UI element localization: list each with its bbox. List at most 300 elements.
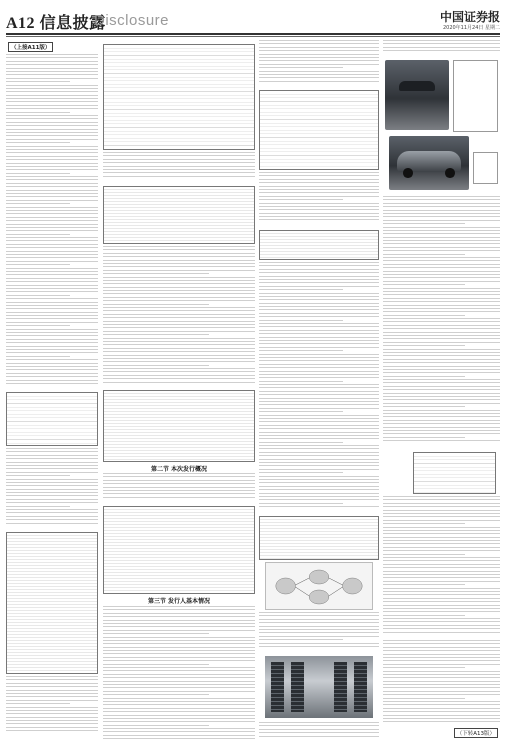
text-line bbox=[6, 302, 98, 303]
diagram-edge bbox=[329, 578, 343, 585]
photo-callout-labels bbox=[473, 152, 498, 184]
text-line bbox=[103, 358, 255, 359]
text-line bbox=[383, 389, 500, 390]
text-line bbox=[383, 701, 500, 702]
text-line bbox=[6, 723, 98, 724]
text-line bbox=[6, 156, 98, 157]
text-line bbox=[103, 361, 255, 362]
text-line bbox=[383, 667, 465, 668]
text-line bbox=[6, 85, 98, 86]
text-line bbox=[6, 118, 98, 119]
text-line bbox=[383, 437, 465, 438]
text-line bbox=[103, 310, 255, 311]
text-line bbox=[6, 108, 98, 109]
text-line bbox=[383, 427, 500, 428]
header-rule-thin bbox=[6, 36, 500, 37]
text-line bbox=[383, 543, 500, 544]
text-line bbox=[103, 711, 255, 712]
financial-table bbox=[103, 44, 255, 150]
text-line bbox=[259, 469, 379, 470]
text-line bbox=[259, 289, 343, 290]
text-line bbox=[103, 382, 255, 383]
body-text-block bbox=[383, 40, 500, 56]
text-line bbox=[383, 260, 500, 261]
text-line bbox=[6, 271, 98, 272]
text-line bbox=[259, 265, 379, 266]
text-line bbox=[383, 499, 500, 500]
body-text-block bbox=[103, 152, 255, 182]
text-line bbox=[259, 216, 379, 217]
text-line bbox=[103, 694, 209, 695]
text-line bbox=[6, 455, 98, 456]
text-line bbox=[6, 495, 98, 496]
text-line bbox=[259, 67, 343, 68]
text-line bbox=[383, 440, 500, 441]
text-line bbox=[6, 713, 98, 714]
text-line bbox=[383, 598, 500, 599]
text-line bbox=[259, 729, 379, 730]
text-line bbox=[383, 216, 500, 217]
text-line bbox=[103, 307, 255, 308]
text-line bbox=[6, 482, 98, 483]
text-line bbox=[6, 278, 98, 279]
server-rack bbox=[354, 662, 367, 712]
car-wheel bbox=[403, 168, 413, 178]
text-line bbox=[383, 554, 465, 555]
text-line bbox=[383, 315, 465, 316]
page-header bbox=[6, 6, 500, 32]
body-text-block bbox=[6, 54, 98, 389]
text-line bbox=[383, 301, 500, 302]
text-line bbox=[103, 640, 255, 641]
text-line bbox=[103, 708, 255, 709]
text-line bbox=[103, 159, 255, 160]
body-text-block bbox=[259, 172, 379, 226]
text-line bbox=[383, 523, 465, 524]
text-line bbox=[6, 686, 98, 687]
text-line bbox=[103, 317, 255, 318]
text-line bbox=[6, 703, 70, 704]
text-line bbox=[6, 325, 70, 326]
text-line bbox=[383, 362, 500, 363]
text-line bbox=[103, 650, 255, 651]
text-line bbox=[259, 736, 379, 737]
text-line bbox=[259, 357, 379, 358]
text-line bbox=[6, 288, 98, 289]
text-line bbox=[103, 283, 255, 284]
text-line bbox=[6, 676, 98, 677]
text-line bbox=[383, 277, 500, 278]
text-line bbox=[259, 432, 379, 433]
text-line bbox=[259, 465, 379, 466]
text-line bbox=[6, 472, 98, 473]
text-line bbox=[103, 687, 255, 688]
text-line bbox=[383, 594, 500, 595]
section-heading: 第三节 发行人基本情况 bbox=[147, 598, 211, 605]
text-line bbox=[259, 192, 379, 193]
text-line bbox=[6, 727, 98, 728]
text-line bbox=[383, 403, 500, 404]
text-line bbox=[6, 193, 98, 194]
text-line bbox=[259, 309, 379, 310]
text-line bbox=[6, 135, 98, 136]
text-line bbox=[6, 220, 98, 221]
text-line bbox=[259, 320, 343, 321]
text-line bbox=[103, 169, 255, 170]
text-line bbox=[383, 564, 500, 565]
text-line bbox=[383, 684, 500, 685]
text-line bbox=[383, 274, 500, 275]
body-text-block bbox=[383, 640, 500, 728]
text-line bbox=[6, 683, 98, 684]
text-line bbox=[103, 334, 209, 335]
text-line bbox=[259, 732, 379, 733]
text-line bbox=[259, 47, 379, 48]
text-line bbox=[383, 264, 500, 265]
text-line bbox=[6, 264, 70, 265]
text-line bbox=[383, 605, 500, 606]
text-line bbox=[383, 210, 500, 211]
text-line bbox=[6, 489, 98, 490]
text-line bbox=[6, 516, 98, 517]
text-line bbox=[103, 490, 255, 491]
text-line bbox=[259, 175, 379, 176]
text-line bbox=[103, 701, 255, 702]
text-line bbox=[6, 61, 98, 62]
text-line bbox=[6, 152, 98, 153]
text-line bbox=[6, 523, 98, 524]
text-line bbox=[6, 129, 98, 130]
text-line bbox=[259, 74, 379, 75]
text-line bbox=[103, 613, 255, 614]
text-line bbox=[6, 200, 98, 201]
text-line bbox=[6, 291, 98, 292]
text-line bbox=[6, 502, 98, 503]
text-line bbox=[6, 696, 98, 697]
text-line bbox=[383, 625, 500, 626]
text-line bbox=[6, 64, 98, 65]
text-line bbox=[6, 465, 98, 466]
data-table bbox=[103, 506, 255, 594]
text-line bbox=[383, 382, 500, 383]
text-line bbox=[259, 360, 379, 361]
text-line bbox=[259, 282, 379, 283]
text-line bbox=[6, 98, 98, 99]
text-line bbox=[6, 139, 98, 140]
text-line bbox=[6, 322, 98, 323]
text-line bbox=[383, 288, 500, 289]
text-line bbox=[383, 366, 500, 367]
text-line bbox=[259, 448, 379, 449]
column-4 bbox=[383, 40, 500, 740]
diagram-edge bbox=[329, 587, 343, 596]
date-line: 2020年11月24日 星期二 bbox=[442, 25, 500, 31]
text-line bbox=[383, 386, 500, 387]
text-line bbox=[383, 681, 500, 682]
text-line bbox=[6, 479, 98, 480]
text-line bbox=[383, 664, 500, 665]
text-line bbox=[259, 71, 379, 72]
body-text-block bbox=[259, 262, 379, 512]
text-line bbox=[383, 671, 500, 672]
text-line bbox=[6, 383, 98, 384]
text-line bbox=[383, 588, 500, 589]
text-line bbox=[6, 210, 98, 211]
text-line bbox=[259, 503, 343, 504]
text-line bbox=[383, 650, 500, 651]
text-line bbox=[6, 312, 98, 313]
text-line bbox=[383, 338, 500, 339]
text-line bbox=[103, 176, 255, 177]
text-line bbox=[383, 657, 500, 658]
text-line bbox=[383, 416, 500, 417]
text-line bbox=[383, 694, 500, 695]
text-line bbox=[383, 628, 500, 629]
text-line bbox=[259, 262, 379, 263]
text-line bbox=[6, 183, 98, 184]
text-line bbox=[383, 196, 500, 197]
column-2 bbox=[103, 40, 255, 740]
text-line bbox=[103, 341, 255, 342]
body-text-block bbox=[259, 722, 379, 740]
text-line bbox=[103, 293, 255, 294]
text-line bbox=[383, 294, 500, 295]
text-line bbox=[383, 640, 500, 641]
server-rack bbox=[334, 662, 347, 712]
text-line bbox=[6, 78, 98, 79]
text-line bbox=[6, 251, 98, 252]
text-line bbox=[6, 373, 98, 374]
text-line bbox=[6, 305, 98, 306]
text-line bbox=[259, 404, 379, 405]
text-line bbox=[103, 155, 255, 156]
text-line bbox=[103, 321, 255, 322]
text-line bbox=[6, 332, 98, 333]
text-line bbox=[103, 249, 255, 250]
text-line bbox=[103, 616, 255, 617]
text-line bbox=[259, 472, 343, 473]
text-line bbox=[383, 243, 500, 244]
text-line bbox=[259, 643, 379, 644]
continued-from-label: （上接A11版） bbox=[8, 42, 53, 52]
text-line bbox=[6, 254, 98, 255]
text-line bbox=[259, 354, 379, 355]
text-line bbox=[383, 581, 500, 582]
text-line bbox=[383, 325, 500, 326]
text-line bbox=[383, 510, 500, 511]
text-line bbox=[383, 250, 500, 251]
text-line bbox=[6, 346, 98, 347]
text-line bbox=[383, 632, 500, 633]
text-line bbox=[103, 609, 255, 610]
text-line bbox=[259, 60, 379, 61]
text-line bbox=[259, 303, 379, 304]
text-line bbox=[6, 217, 98, 218]
text-line bbox=[6, 710, 98, 711]
text-line bbox=[383, 527, 500, 528]
text-line bbox=[103, 375, 255, 376]
column-3 bbox=[259, 40, 379, 740]
text-line bbox=[259, 391, 379, 392]
body-text-block bbox=[103, 246, 255, 386]
text-line bbox=[103, 166, 255, 167]
text-line bbox=[259, 316, 379, 317]
text-line bbox=[6, 329, 98, 330]
text-line bbox=[6, 230, 98, 231]
text-line bbox=[259, 313, 379, 314]
text-line bbox=[6, 281, 98, 282]
body-text-block bbox=[103, 606, 255, 740]
text-line bbox=[383, 328, 500, 329]
section-heading: 第二节 本次发行概况 bbox=[150, 466, 208, 473]
text-line bbox=[103, 277, 255, 278]
text-line bbox=[259, 442, 343, 443]
text-line bbox=[103, 270, 255, 271]
text-line bbox=[6, 91, 98, 92]
text-line bbox=[383, 708, 500, 709]
text-line bbox=[6, 227, 98, 228]
text-line bbox=[259, 81, 379, 82]
text-line bbox=[383, 318, 500, 319]
text-line bbox=[6, 268, 98, 269]
text-line bbox=[103, 348, 255, 349]
text-line bbox=[259, 438, 379, 439]
text-line bbox=[383, 540, 500, 541]
text-line bbox=[383, 430, 500, 431]
text-line bbox=[383, 40, 500, 41]
text-line bbox=[6, 363, 98, 364]
diagram-node bbox=[309, 570, 329, 584]
text-line bbox=[6, 190, 98, 191]
text-line bbox=[6, 224, 98, 225]
text-line bbox=[6, 485, 98, 486]
text-line bbox=[6, 244, 98, 245]
text-line bbox=[383, 711, 500, 712]
text-line bbox=[383, 396, 500, 397]
text-line bbox=[103, 731, 255, 732]
text-line bbox=[383, 284, 465, 285]
text-line bbox=[259, 57, 379, 58]
text-line bbox=[6, 475, 70, 476]
text-line bbox=[6, 81, 70, 82]
text-line bbox=[259, 425, 379, 426]
text-line bbox=[6, 707, 98, 708]
text-line bbox=[383, 660, 500, 661]
text-line bbox=[103, 691, 255, 692]
text-line bbox=[259, 418, 379, 419]
text-line bbox=[6, 359, 98, 360]
text-line bbox=[103, 684, 255, 685]
text-line bbox=[259, 276, 379, 277]
text-line bbox=[6, 169, 98, 170]
text-line bbox=[6, 519, 98, 520]
text-line bbox=[259, 40, 379, 41]
diagram-edge bbox=[295, 587, 309, 596]
text-line bbox=[103, 355, 255, 356]
text-line bbox=[383, 567, 500, 568]
text-line bbox=[6, 112, 70, 113]
text-line bbox=[103, 653, 255, 654]
text-line bbox=[6, 115, 98, 116]
text-line bbox=[259, 330, 379, 331]
text-line bbox=[103, 263, 255, 264]
text-line bbox=[103, 497, 255, 498]
text-line bbox=[6, 105, 98, 106]
text-line bbox=[383, 291, 500, 292]
text-line bbox=[259, 206, 379, 207]
text-line bbox=[6, 176, 98, 177]
text-line bbox=[6, 149, 98, 150]
text-line bbox=[6, 234, 70, 235]
text-line bbox=[6, 298, 98, 299]
text-line bbox=[103, 633, 209, 634]
text-line bbox=[103, 266, 255, 267]
text-line bbox=[103, 667, 255, 668]
text-line bbox=[383, 342, 500, 343]
text-line bbox=[6, 125, 98, 126]
text-line bbox=[6, 179, 98, 180]
text-line bbox=[6, 132, 98, 133]
text-line bbox=[383, 503, 500, 504]
text-line bbox=[383, 433, 500, 434]
text-line bbox=[259, 639, 343, 640]
text-line bbox=[103, 620, 255, 621]
text-line bbox=[383, 496, 500, 497]
data-table bbox=[6, 392, 98, 446]
text-line bbox=[383, 537, 500, 538]
text-line bbox=[383, 47, 500, 48]
body-text-block bbox=[383, 196, 500, 446]
text-line bbox=[383, 237, 500, 238]
text-line bbox=[103, 626, 255, 627]
process-diagram bbox=[265, 562, 373, 610]
text-line bbox=[103, 246, 255, 247]
diagram-node bbox=[343, 578, 363, 594]
text-line bbox=[6, 237, 98, 238]
text-line bbox=[259, 299, 379, 300]
text-line bbox=[103, 473, 255, 474]
text-line bbox=[103, 324, 255, 325]
text-line bbox=[259, 622, 379, 623]
text-line bbox=[383, 410, 500, 411]
text-line bbox=[6, 74, 98, 75]
text-line bbox=[6, 71, 98, 72]
text-line bbox=[103, 260, 255, 261]
text-line bbox=[259, 435, 379, 436]
page-code bbox=[6, 10, 106, 33]
text-line bbox=[383, 654, 500, 655]
text-line bbox=[103, 674, 255, 675]
text-line bbox=[103, 637, 255, 638]
text-line bbox=[103, 493, 255, 494]
text-line bbox=[383, 550, 500, 551]
text-line bbox=[383, 199, 500, 200]
text-line bbox=[259, 394, 379, 395]
text-line bbox=[259, 636, 379, 637]
text-line bbox=[6, 274, 98, 275]
text-line bbox=[259, 489, 379, 490]
text-line bbox=[383, 345, 465, 346]
text-line bbox=[103, 300, 255, 301]
text-line bbox=[6, 366, 98, 367]
text-line bbox=[259, 343, 379, 344]
text-line bbox=[259, 186, 379, 187]
text-line bbox=[383, 577, 500, 578]
text-line bbox=[6, 462, 98, 463]
text-line bbox=[6, 690, 98, 691]
text-line bbox=[103, 378, 255, 379]
text-line bbox=[259, 333, 379, 334]
